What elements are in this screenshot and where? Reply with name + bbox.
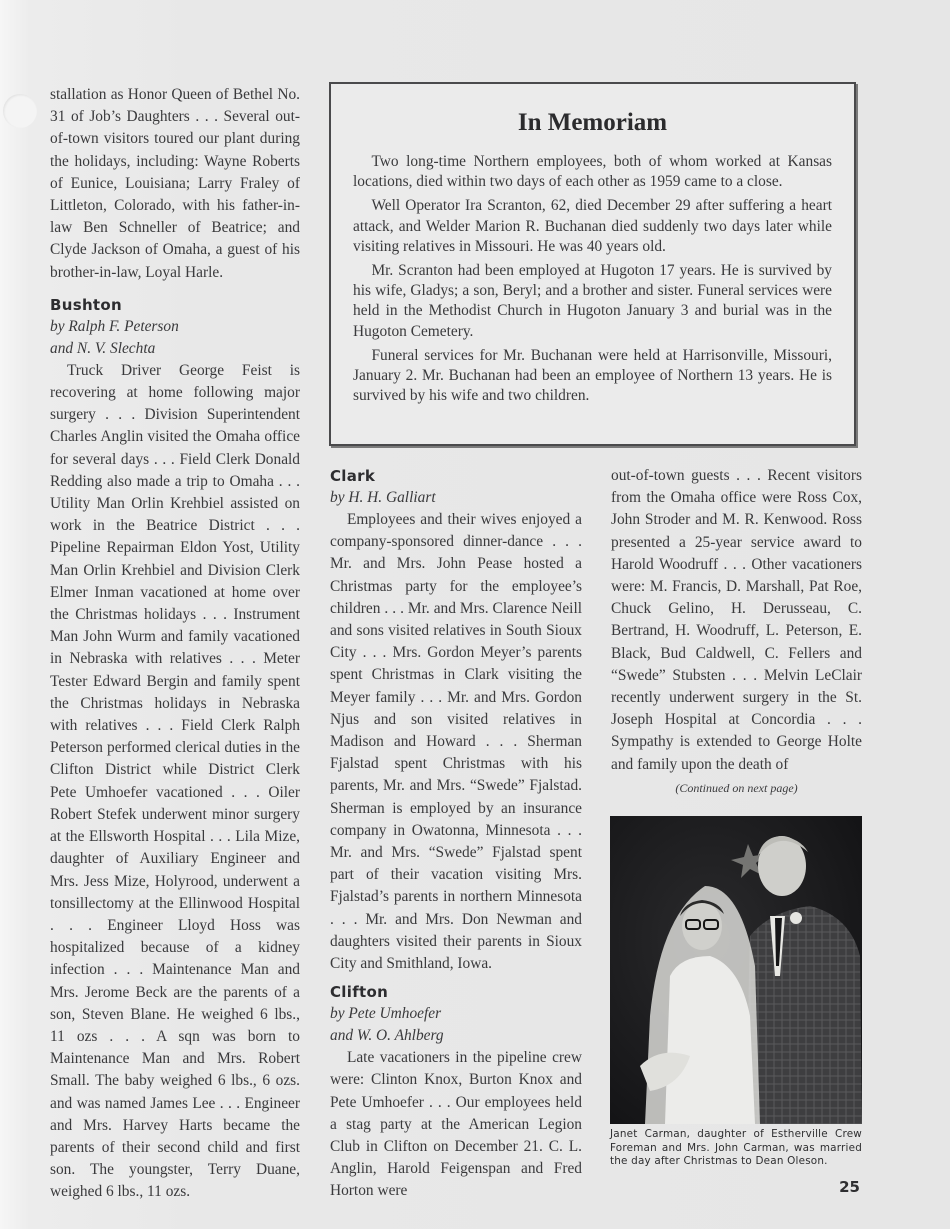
wedding-photo-image	[610, 816, 862, 1124]
section-heading-bushton: Bushton	[50, 295, 122, 314]
memoriam-paragraph: Funeral services for Mr. Buchanan were held at Harrisonville, Missouri, January 2. Mr. Buchanan had been an employee of Northern 13 years. He is survived by his wife and two children.	[353, 346, 832, 405]
byline: by Pete Umhoefer	[330, 1005, 442, 1023]
in-memoriam-box	[329, 82, 856, 446]
wedding-photo	[610, 816, 862, 1124]
binder-hole	[3, 94, 37, 128]
byline: by H. H. Galliart	[330, 489, 436, 506]
photo-caption: Janet Carman, daughter of Estherville Crew Foreman and Mrs. John Carman, was married the day after Christmas to Dean Oleson.	[610, 1128, 862, 1167]
continued-paragraph: stallation as Honor Queen of Bethel No. 31 of Job’s Daughters . . . Several out-of-town visitors toured our plant during the holidays, including: Wayne Roberts of Eunice, Louisiana; Larry Fraley of Littleton, Colorado, with his father-in-law Ben Schneller of Beatrice; and Clyde Jackson of Omaha, a guest of his brother-in-law, Loyal Harle.	[50, 86, 300, 281]
continued-note: (Continued on next page)	[675, 780, 798, 795]
byline: and W. O. Ahlberg	[330, 1027, 444, 1045]
article-body: out-of-town guests . . . Recent visitors from the Omaha office were Ross Cox, John Stroder and M. R. Kenwood. Ross presented a 25-year service award to Harold Woodruff . . . Other vacationers were: M. Francis, D. Marshall, Pat Roe, Chuck Gelino, H. Derusseau, C. Bertrand, H. Woodruff, L. Peterson, E. Black, Bud Caldwell, C. Fellers and “Swede” Stubsten . . . Melvin LeClair recently underwent surgery in the St. Joseph Hospital at Concordia . . . Sympathy is extended to George Holte and family upon the death of	[611, 467, 862, 773]
section-heading-clifton: Clifton	[330, 983, 389, 1002]
byline: by Ralph F. Peterson	[50, 317, 179, 335]
column-right	[611, 465, 862, 796]
page-number: 25	[839, 1178, 860, 1196]
byline: and N. V. Slechta	[50, 339, 156, 357]
section-heading-clark: Clark	[330, 467, 376, 485]
article-body: Truck Driver George Feist is recovering at home following major surgery . . . Division Superintendent Charles Anglin visited the Omaha office for several days . . . Field Clerk Donald Redding also made a trip to Omaha . . . Utility Man Orlin Krehbiel assisted on work in the Beatrice District . . . Pipeline Repairman Eldon Yost, Utility Man Orlin Krehbiel and Division Clerk Elmer Inman vacationed at home over the Christmas holidays . . . Instrument Man John Wurm and family vacationed in Nebraska with relatives . . . Meter Tester Edward Bergin and family spent the Christmas holidays in Nebraska with relatives . . . Field Clerk Ralph Peterson performed clerical duties in the Clifton District while District Clerk Pete Umhoefer vacationed . . . Oiler Robert Stefek underwent minor surgery at the Ellsworth Hospital . . . Lila Mize, daughter of Auxiliary Engineer and Mrs. Jess Mize, Holyrood, underwent a tonsillectomy at the Ellinwood Hospital . . . Engineer Lloyd Hoss was hospitalized because of a kidney infection . . . Maintenance Man and Mrs. Jerome Beck are the parents of a son, Steven Blane. He weighed 6 lbs., 11 ozs . . . A sqn was born to Maintenance Man and Mrs. Robert Small. The baby weighed 6 lbs., 6 ozs. and was named James Lee . . . Engineer and Mrs. Harvey Harts became the parents of their second child and first son. The youngster, Terry Duane, weighed 6 lbs., 11 ozs.	[50, 361, 300, 1201]
memoriam-paragraph: Well Operator Ira Scranton, 62, died December 29 after suffering a heart attack, and Welder Marion R. Buchanan died suddenly two days later while visiting relatives in Missouri. He was 40 years old.	[353, 197, 832, 255]
memoriam-paragraph: Mr. Scranton had been employed at Hugoton 17 years. He is survived by his wife, Gladys; a son, Beryl; and a brother and sister. Funeral services were held in the Methodist Church in Hugoton January 3 and burial was in the Hugoton Cemetery.	[353, 262, 832, 340]
column-left	[50, 84, 300, 1204]
memoriam-title: In Memoriam	[517, 109, 668, 136]
column-middle	[330, 465, 582, 1203]
memoriam-paragraph: Two long-time Northern employees, both of whom worked at Kansas locations, died within two days of each other as 1959 came to a close.	[353, 153, 832, 191]
article-body: Late vacationers in the pipeline crew were: Clinton Knox, Burton Knox and Pete Umhoefer . . . Our employees held a stag party at the American Legion Club in Clifton on December 21. C. L. Anglin, Harold Feigenspan and Fred Horton were	[330, 1049, 582, 1200]
article-body: Employees and their wives enjoyed a company-sponsored dinner-dance . . . Mr. and Mrs. John Pease hosted a Christmas party for the employee’s children . . . Mr. and Mrs. Clarence Neill and sons visited relatives in South Sioux City . . . Mrs. Gordon Meyer’s parents spent Christmas in Clark visiting the Meyer family . . . Mr. and Mrs. Gordon Njus and son visited relatives in Madison and Howard . . . Sherman Fjalstad spent Christmas with his parents, Mr. and Mrs. “Swede” Fjalstad. Sherman is employed by an insurance company in Owatonna, Minnesota . . . Mr. and Mrs. “Swede” Fjalstad spent part of their vacation visiting Mrs. Fjalstad’s parents in northern Minnesota . . . Mr. and Mrs. Don Newman and daughters visited their parents in Sioux City and Smithland, Iowa.	[330, 511, 582, 973]
